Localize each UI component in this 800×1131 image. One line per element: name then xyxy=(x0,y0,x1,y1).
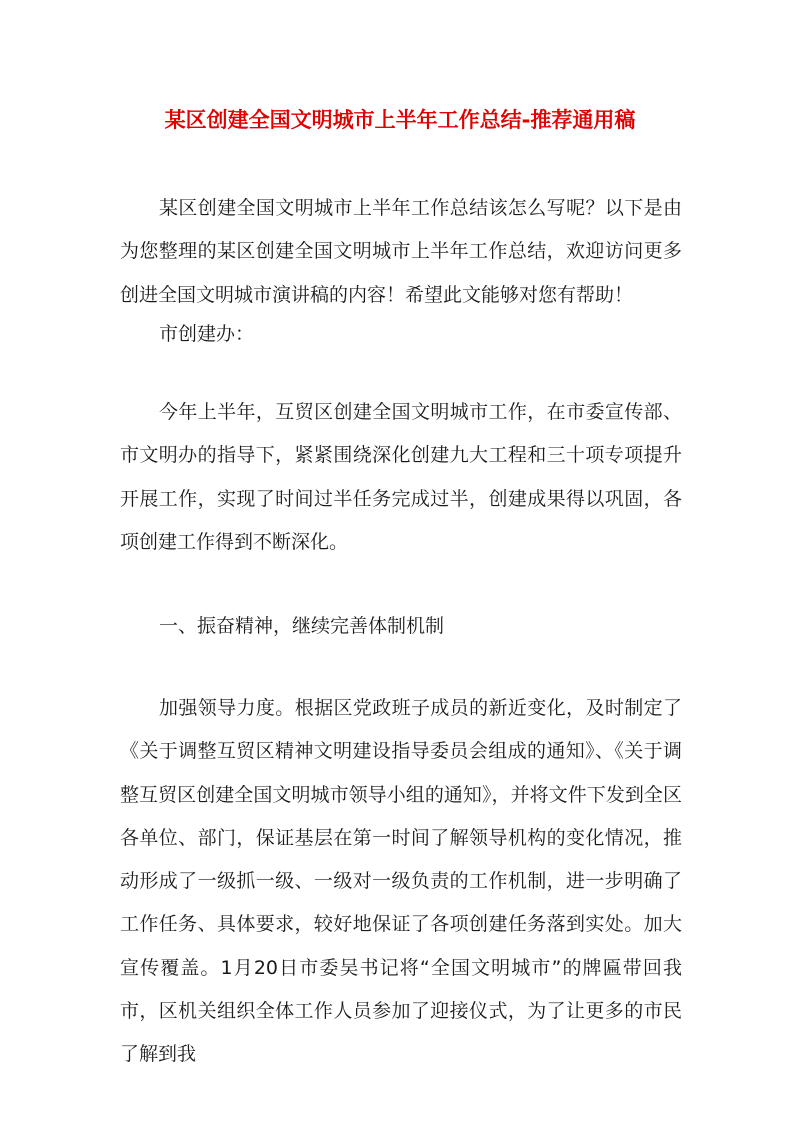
salutation-paragraph: 市创建办： xyxy=(159,323,255,345)
section-body-paragraph: 加强领导力度。根据区党政班子成员的新近变化，及时制定了《关于调整互贸区精神文明建设指导委员会组成的通知》、《关于调整互贸区创建全国文明城市领导小组的通知》，并将文件下发到全区各单位、部门，保证基层在第一时间了解领导机构的变化情况，推动形成了一级抓一级、一级对一级负责的工作机制，进一步明确了工作任务、具体要求，较好地保证了各项创建任务落到实处。加大宣传覆盖。1月20日市委吴书记将“全国文明城市”的牌匾带回我市，区机关组织全体工作人员参加了迎接仪式，为了让更多的市民了解到我 xyxy=(120,697,682,1066)
intro-paragraph: 某区创建全国文明城市上半年工作总结该怎么写呢？以下是由为您整理的某区创建全国文明城市上半年工作总结，欢迎访问更多创进全国文明城市演讲稿的内容！希望此文能够对您有帮助！ xyxy=(120,197,682,306)
document-title: 某区创建全国文明城市上半年工作总结-推荐通用稿 xyxy=(164,108,636,132)
section-heading: 一、振奋精神，继续完善体制机制 xyxy=(159,615,445,637)
overview-paragraph: 今年上半年，互贸区创建全国文明城市工作，在市委宣传部、市文明办的指导下，紧紧围绕深化创建九大工程和三十项专项提升开展工作，实现了时间过半任务完成过半，创建成果得以巩固，各项创建工作得到不断深化。 xyxy=(120,401,682,553)
